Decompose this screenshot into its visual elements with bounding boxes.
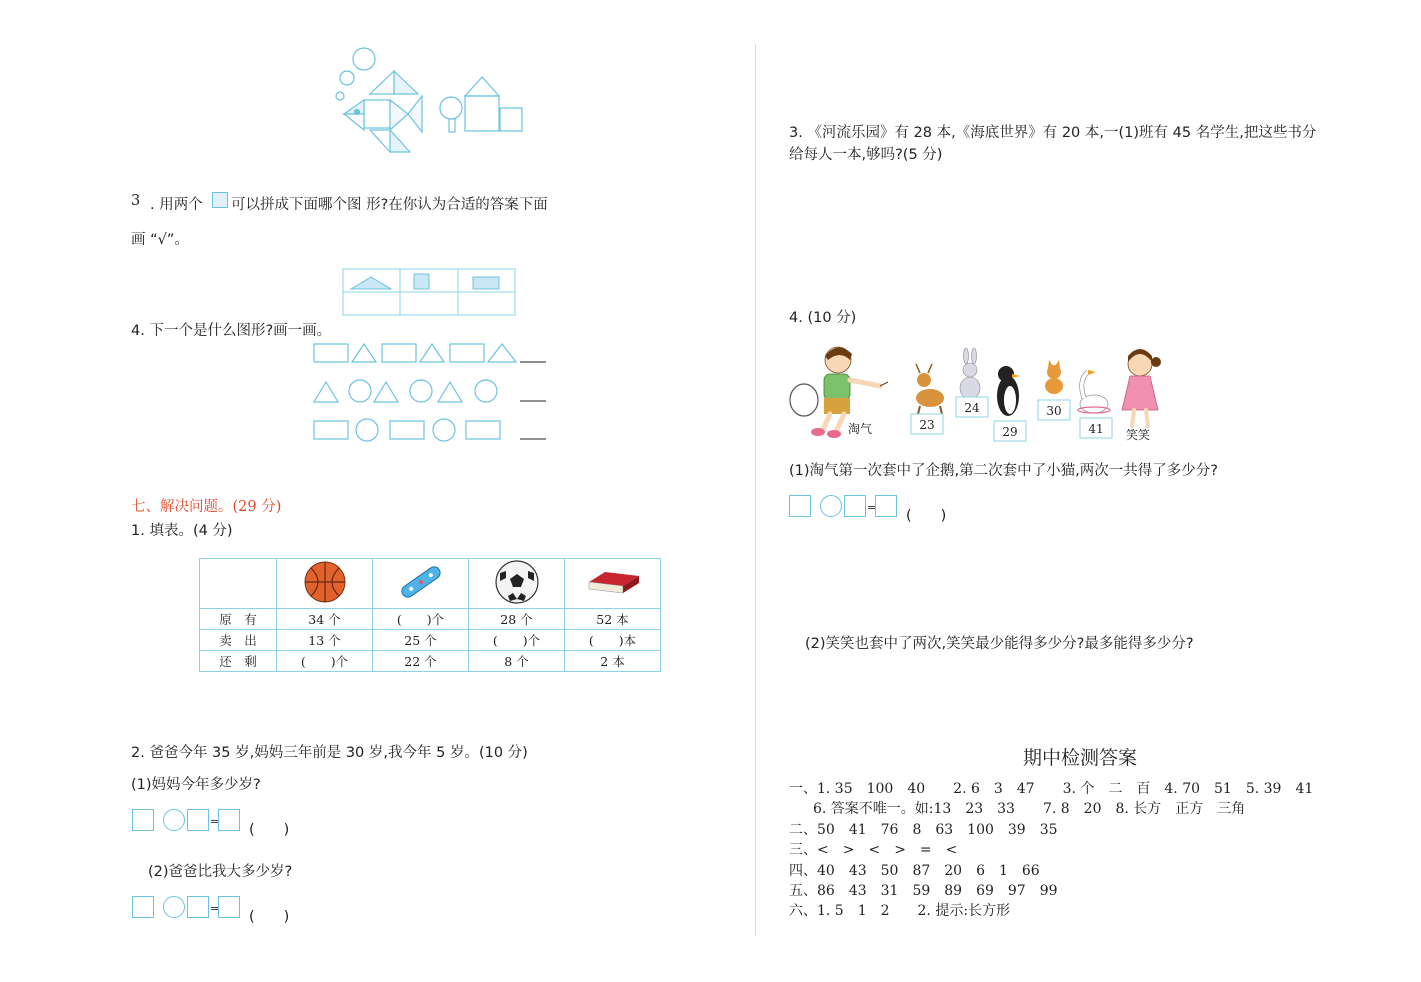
operator-circle[interactable]: [820, 495, 842, 517]
table-cell: 2 本: [565, 651, 661, 672]
pattern2-tri-1: [314, 382, 338, 402]
boy-figure: [790, 347, 888, 438]
table-row: [200, 609, 661, 630]
answer-line: 四、40 43 50 87 20 6 1 66: [789, 863, 1040, 879]
r-q4-sub1: (1)淘气第一次套中了企鹅,第二次套中了小猫,两次一共得了多少分?: [789, 463, 1218, 479]
p2-sub2: (2)爸爸比我大多少岁?: [148, 864, 293, 880]
q3-choice-grid: [342, 268, 518, 318]
goose-figure: [1078, 370, 1110, 413]
basketball-icon: [303, 560, 347, 604]
row-label: 卖 出: [200, 630, 277, 651]
choice-rectangle-shape: [473, 277, 499, 289]
table-row: [200, 630, 661, 651]
fill-table: [199, 558, 661, 672]
table-cell: 13 个: [277, 630, 373, 651]
answer-box[interactable]: [789, 495, 811, 517]
q3-number: 3: [131, 193, 141, 209]
operator-circle[interactable]: [163, 809, 185, 831]
q4-text: 4. 下一个是什么图形?画一画。: [131, 323, 332, 339]
bubble-large: [353, 48, 375, 70]
score-cat: 30: [1046, 404, 1062, 418]
pattern3-rect-3: [466, 421, 500, 439]
equals-sign: =: [210, 902, 220, 915]
p1-title: 1. 填表。(4 分): [131, 523, 233, 539]
pattern-rows: [310, 340, 550, 446]
pattern2-circle-1: [349, 380, 371, 402]
q3-text-a: . 用两个: [150, 197, 203, 213]
page-divider: [755, 44, 756, 936]
pattern3-circle-1: [356, 419, 378, 441]
p2-title: 2. 爸爸今年 35 岁,妈妈三年前是 30 岁,我今年 5 岁。(10 分): [131, 745, 528, 761]
answer-box[interactable]: [132, 809, 154, 831]
pattern1-tri-1: [352, 344, 376, 362]
equals-sign: =: [867, 501, 877, 514]
small-square-icon: [212, 192, 228, 208]
score-rabbit: 24: [964, 401, 980, 415]
table-cell: 52 本: [565, 609, 661, 630]
operator-circle[interactable]: [163, 896, 185, 918]
table-row: [200, 651, 661, 672]
q3-text-b: 可以拼成下面哪个图 形?在你认为合适的答案下面: [231, 197, 548, 213]
girl-label: 笑笑: [1126, 428, 1151, 442]
book-cell: [565, 559, 661, 609]
bubble-medium: [340, 71, 354, 85]
score-deer: 23: [919, 418, 935, 432]
answer-box[interactable]: [187, 809, 209, 831]
pattern2-circle-2: [410, 380, 432, 402]
soccer-ball-cell: [469, 559, 565, 609]
pattern2-tri-2: [374, 382, 398, 402]
pattern3-circle-2: [433, 419, 455, 441]
rabbit-figure: [960, 348, 980, 399]
fish-house-figure: [330, 44, 530, 160]
soccer-ball-icon: [494, 559, 540, 605]
answers-title: 期中检测答案: [1023, 747, 1138, 769]
penguin-figure: [997, 366, 1020, 416]
skateboard-cell: [373, 559, 469, 609]
answer-line: 6. 答案不唯一。如:13 23 33 7. 8 20 8. 长方 正方 三角: [813, 801, 1246, 817]
pattern3-rect-2: [390, 421, 424, 439]
table-cell: ( )本: [565, 630, 661, 651]
answer-box[interactable]: [187, 896, 209, 918]
answer-box[interactable]: [218, 896, 240, 918]
row-label: 原 有: [200, 609, 277, 630]
score-penguin: 29: [1002, 425, 1018, 439]
ring-toss-illustration: [788, 340, 1174, 446]
pattern3-rect-1: [314, 421, 348, 439]
table-cell: 25 个: [373, 630, 469, 651]
table-cell: ( )个: [373, 609, 469, 630]
unit-paren: ( ): [906, 508, 947, 524]
row-label: 还 剩: [200, 651, 277, 672]
pattern1-tri-3: [488, 344, 516, 362]
answer-box[interactable]: [132, 896, 154, 918]
deer-figure: [916, 364, 944, 414]
pattern1-rect-2: [382, 344, 416, 362]
q3-line2: 画 “√”。: [131, 232, 189, 248]
girl-figure: [1122, 349, 1161, 426]
answer-box[interactable]: [844, 495, 866, 517]
pattern1-tri-2: [420, 344, 444, 362]
pattern1-rect-3: [450, 344, 484, 362]
answer-box[interactable]: [875, 495, 897, 517]
choice-triangle-shape: [351, 277, 391, 289]
pattern1-rect-1: [314, 344, 348, 362]
p2-sub1: (1)妈妈今年多少岁?: [131, 777, 261, 793]
table-cell: 22 个: [373, 651, 469, 672]
pattern2-circle-3: [475, 380, 497, 402]
table-cell: ( )个: [469, 630, 565, 651]
unit-paren: ( ): [249, 909, 290, 925]
table-corner: [200, 559, 277, 609]
score-goose: 41: [1088, 422, 1104, 436]
pattern2-tri-3: [438, 382, 462, 402]
answer-box[interactable]: [218, 809, 240, 831]
r-q4-title: 4. (10 分): [789, 310, 857, 326]
answer-line: 二、50 41 76 8 63 100 39 35: [789, 822, 1058, 838]
table-cell: 28 个: [469, 609, 565, 630]
table-cell: ( )个: [277, 651, 373, 672]
boy-label: 淘气: [848, 422, 873, 436]
answer-line: 五、86 43 31 59 89 69 97 99: [789, 883, 1058, 899]
bubble-small: [336, 92, 344, 100]
section7-title: 七、解决问题。(29 分): [131, 499, 282, 515]
r-q4-sub2: (2)笑笑也套中了两次,笑笑最少能得多少分?最多能得多少分?: [805, 636, 1194, 652]
cat-figure: [1045, 360, 1063, 394]
basketball-cell: [277, 559, 373, 609]
answer-line: 一、1. 35 100 40 2. 6 3 47 3. 个 二 百 4. 70 51 5. 39 41: [789, 781, 1314, 797]
answer-line: 六、1. 5 1 2 2. 提示:长方形: [789, 903, 1011, 919]
answer-line: 三、< > < > = <: [789, 842, 958, 858]
r-q3-line2: 给每人一本,够吗?(5 分): [789, 147, 943, 163]
unit-paren: ( ): [249, 822, 290, 838]
table-cell: 8 个: [469, 651, 565, 672]
skateboard-icon: [397, 562, 445, 602]
r-q3-line1: 3. 《河流乐园》有 28 本,《海底世界》有 20 本,一(1)班有 45 名学生,把这些书分: [789, 125, 1317, 141]
book-icon: [585, 566, 641, 598]
table-cell: 34 个: [277, 609, 373, 630]
choice-square-shape: [414, 274, 429, 289]
equals-sign: =: [210, 815, 220, 828]
